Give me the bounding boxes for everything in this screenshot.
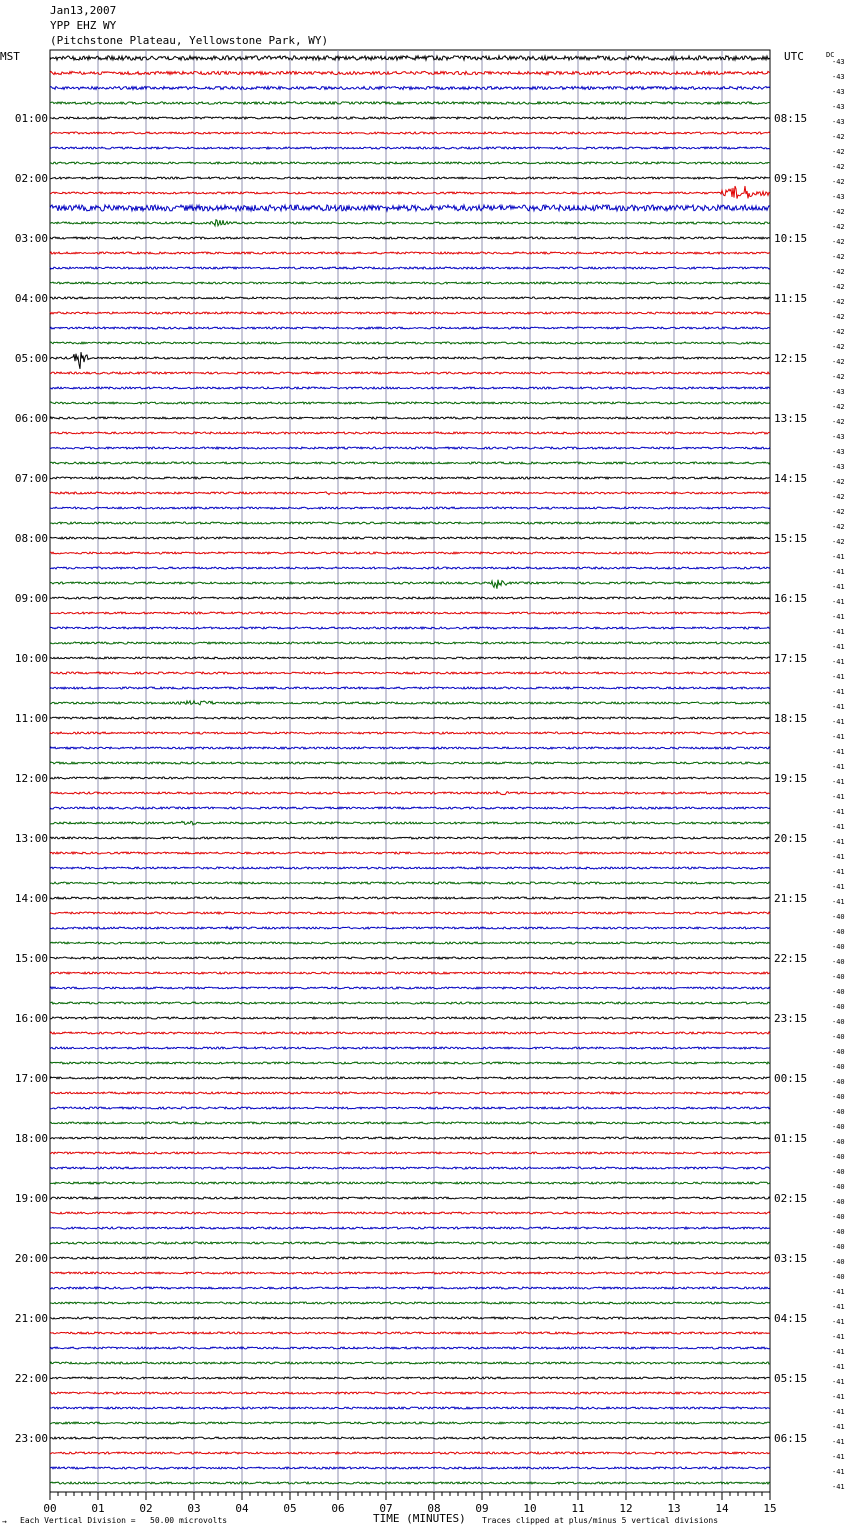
dc-offset-label: -42 [832,373,845,381]
dc-offset-label: -40 [832,1108,845,1116]
dc-offset-label: -41 [832,1468,845,1476]
dc-offset-label: -40 [832,913,845,921]
trace-row [50,821,770,825]
dc-offset-label: -40 [832,1228,845,1236]
right-hour-label: 05:15 [774,1372,808,1385]
dc-offset-label: -41 [832,1393,845,1401]
trace-row [50,927,770,930]
left-hour-label: 18:00 [14,1132,48,1145]
dc-offset-label: -41 [832,1483,845,1491]
dc-offset-label: -40 [832,1033,845,1041]
trace-row [50,1407,770,1409]
dc-offset-label: -41 [832,718,845,726]
right-timezone-label: UTC [784,50,804,63]
x-tick-label: 02 [139,1502,153,1515]
dc-offset-label: -40 [832,1138,845,1146]
trace-row [50,342,770,344]
trace-row [50,352,770,369]
trace-row [50,327,770,329]
right-hour-label: 02:15 [774,1192,808,1205]
label-layer [15,51,845,1515]
dc-offset-label: -41 [832,1318,845,1326]
x-tick-label: 01 [91,1502,105,1515]
trace-row [50,220,770,226]
left-hour-label: 23:00 [14,1432,48,1445]
trace-row [50,642,770,644]
dc-offset-label: -42 [832,403,845,411]
trace-row [50,417,770,419]
dc-offset-label: -43 [832,88,845,96]
trace-row [50,1257,770,1259]
dc-offset-label: -40 [832,1273,845,1281]
footer-mark: → [2,1517,7,1526]
dc-offset-label: -41 [832,598,845,606]
trace-row [50,837,770,839]
left-hour-label: 03:00 [14,232,48,245]
dc-offset-label: -40 [832,1078,845,1086]
trace-row [50,852,770,854]
trace-row [50,657,770,659]
trace-row [50,882,770,884]
dc-offset-label: -41 [832,1408,845,1416]
chart-subtitle: (Pitchstone Plateau, Yellowstone Park, WY) [50,34,329,47]
left-hour-label: 22:00 [14,1372,48,1385]
left-hour-label: 21:00 [14,1312,48,1325]
dc-offset-label: -41 [832,898,845,906]
trace-row [50,807,770,809]
dc-offset-label: -43 [832,463,845,471]
clip-note: Traces clipped at plus/minus 5 vertical divisions [482,1516,719,1525]
dc-offset-label: -40 [832,1048,845,1056]
dc-offset-label: -42 [832,508,845,516]
dc-offset-label: -40 [832,943,845,951]
dc-offset-label: -41 [832,748,845,756]
dc-offset-label: -41 [832,823,845,831]
x-tick-label: 08 [427,1502,441,1515]
dc-offset-label: -40 [832,1213,845,1221]
trace-row [50,205,770,211]
dc-offset-label: -41 [832,793,845,801]
trace-row [50,1482,770,1484]
left-hour-label: 10:00 [14,652,48,665]
trace-row [50,1167,770,1169]
left-hour-label: 05:00 [14,352,48,365]
trace-row [50,1302,770,1304]
trace-row [50,177,770,179]
trace-row [50,1002,770,1004]
right-hour-label: 04:15 [774,1312,808,1325]
trace-row [50,1332,770,1334]
x-tick-label: 03 [187,1502,201,1515]
dc-offset-label: -40 [832,1198,845,1206]
trace-row [50,1452,770,1454]
x-tick-label: 07 [379,1502,393,1515]
trace-row [50,282,770,284]
trace-row [50,597,770,599]
trace-row [50,1182,770,1184]
right-hour-label: 22:15 [774,952,808,965]
dc-offset-label: -42 [832,133,845,141]
trace-row [50,492,770,495]
dc-offset-label: -40 [832,1243,845,1251]
dc-offset-label: -41 [832,1363,845,1371]
left-timezone-label: MST [0,50,20,63]
dc-offset-label: -41 [832,763,845,771]
trace-row [50,252,770,254]
x-tick-label: 04 [235,1502,249,1515]
trace-row [50,312,770,314]
right-hour-label: 10:15 [774,232,808,245]
trace-row [50,687,770,689]
trace-row [50,567,770,569]
trace-row [50,897,770,899]
dc-offset-label: -43 [832,388,845,396]
trace-row [50,672,770,674]
right-hour-label: 11:15 [774,292,808,305]
trace-row [50,477,770,479]
dc-offset-label: -41 [832,1438,845,1446]
right-hour-label: 14:15 [774,472,808,485]
right-hour-label: 03:15 [774,1252,808,1265]
trace-row [50,147,770,149]
left-hour-label: 19:00 [14,1192,48,1205]
dc-label: DC [826,51,835,59]
x-tick-label: 05 [283,1502,297,1515]
dc-offset-label: -42 [832,253,845,261]
dc-offset-label: -41 [832,643,845,651]
trace-row [50,1017,770,1019]
x-tick-label: 11 [571,1502,585,1515]
dc-offset-label: -41 [832,883,845,891]
right-hour-label: 23:15 [774,1012,808,1025]
trace-row [50,267,770,269]
left-hour-label: 04:00 [14,292,48,305]
left-hour-label: 13:00 [14,832,48,845]
dc-offset-label: -42 [832,223,845,231]
trace-row [50,1107,770,1109]
dc-offset-label: -43 [832,118,845,126]
trace-row [50,71,770,74]
right-hour-label: 06:15 [774,1432,808,1445]
left-hour-label: 07:00 [14,472,48,485]
dc-offset-label: -40 [832,928,845,936]
trace-row [50,1197,770,1199]
dc-offset-label: -41 [832,1453,845,1461]
trace-row [50,87,770,90]
dc-offset-label: -41 [832,1378,845,1386]
trace-row [50,1287,770,1289]
dc-offset-label: -41 [832,778,845,786]
x-tick-label: 09 [475,1502,489,1515]
x-tick-label: 15 [763,1502,777,1515]
trace-row [50,987,770,989]
dc-offset-label: -42 [832,343,845,351]
left-hour-label: 17:00 [14,1072,48,1085]
x-tick-label: 10 [523,1502,537,1515]
left-hour-label: 12:00 [14,772,48,785]
dc-offset-label: -41 [832,688,845,696]
trace-row [50,701,770,705]
dc-offset-label: -41 [832,853,845,861]
dc-offset-label: -41 [832,1348,845,1356]
trace-row [50,1272,770,1274]
dc-offset-label: -41 [832,703,845,711]
trace-row [50,237,770,239]
dc-offset-label: -43 [832,103,845,111]
trace-layer [50,56,770,1484]
left-hour-label: 06:00 [14,412,48,425]
x-axis-label: TIME (MINUTES) [373,1512,466,1525]
trace-row [50,1092,770,1094]
dc-offset-label: -42 [832,283,845,291]
dc-offset-label: -42 [832,478,845,486]
trace-row [50,447,770,449]
trace-row [50,580,770,589]
right-hour-label: 20:15 [774,832,808,845]
right-hour-label: 01:15 [774,1132,808,1145]
right-hour-label: 17:15 [774,652,808,665]
dc-offset-label: -40 [832,1258,845,1266]
right-hour-label: 08:15 [774,112,808,125]
trace-row [50,732,770,734]
trace-row [50,522,770,524]
dc-offset-label: -40 [832,973,845,981]
trace-row [50,1392,770,1394]
dc-offset-label: -41 [832,658,845,666]
right-hour-label: 13:15 [774,412,808,425]
dc-offset-label: -41 [832,673,845,681]
dc-offset-label: -40 [832,1018,845,1026]
dc-offset-label: -41 [832,733,845,741]
dc-offset-label: -42 [832,163,845,171]
trace-row [50,1362,770,1364]
dc-offset-label: -42 [832,148,845,156]
dc-offset-label: -41 [832,628,845,636]
dc-offset-label: -40 [832,1093,845,1101]
trace-row [50,972,770,974]
right-hour-label: 00:15 [774,1072,808,1085]
right-hour-label: 12:15 [774,352,808,365]
left-hour-label: 14:00 [14,892,48,905]
trace-row [50,462,770,464]
trace-row [50,132,770,134]
dc-offset-label: -42 [832,178,845,186]
trace-row [50,1137,770,1139]
dc-offset-label: -40 [832,1123,845,1131]
left-hour-label: 08:00 [14,532,48,545]
trace-row [50,777,770,779]
dc-offset-label: -41 [832,1303,845,1311]
dc-offset-label: -43 [832,73,845,81]
x-tick-label: 06 [331,1502,345,1515]
trace-row [50,372,770,374]
dc-offset-label: -43 [832,433,845,441]
trace-row [50,552,770,554]
x-tick-label: 14 [715,1502,729,1515]
trace-row [50,627,770,629]
trace-row [50,717,770,719]
trace-row [50,537,770,539]
dc-offset-label: -42 [832,538,845,546]
dc-offset-label: -42 [832,298,845,306]
right-hour-label: 21:15 [774,892,808,905]
trace-row [50,1047,770,1049]
dc-offset-label: -41 [832,553,845,561]
dc-offset-label: -40 [832,958,845,966]
right-hour-label: 19:15 [774,772,808,785]
trace-row [50,1422,770,1424]
dc-offset-label: -43 [832,193,845,201]
trace-row [50,957,770,959]
trace-row [50,1032,770,1034]
dc-offset-label: -40 [832,1153,845,1161]
dc-offset-label: -41 [832,613,845,621]
dc-offset-label: -41 [832,808,845,816]
dc-offset-label: -40 [832,1168,845,1176]
trace-row [50,942,770,944]
dc-offset-label: -41 [832,868,845,876]
dc-offset-label: -41 [832,1333,845,1341]
dc-offset-label: -40 [832,1063,845,1071]
right-hour-label: 16:15 [774,592,808,605]
trace-row [50,791,770,794]
trace-row [50,162,770,164]
dc-offset-label: -41 [832,568,845,576]
dc-offset-label: -41 [832,838,845,846]
trace-row [50,387,770,389]
left-hour-label: 15:00 [14,952,48,965]
trace-row [50,912,770,914]
trace-row [50,102,770,104]
left-hour-label: 02:00 [14,172,48,185]
trace-row [50,1347,770,1349]
dc-offset-label: -42 [832,523,845,531]
left-hour-label: 09:00 [14,592,48,605]
trace-row [50,1062,770,1064]
trace-row [50,1122,770,1124]
dc-offset-label: -42 [832,418,845,426]
right-hour-label: 18:15 [774,712,808,725]
dc-offset-label: -41 [832,1288,845,1296]
trace-row [50,1437,770,1439]
x-tick-label: 13 [667,1502,681,1515]
right-hour-label: 15:15 [774,532,808,545]
dc-offset-label: -42 [832,358,845,366]
left-hour-label: 11:00 [14,712,48,725]
dc-offset-label: -40 [832,1183,845,1191]
dc-offset-label: -41 [832,583,845,591]
right-hour-label: 09:15 [774,172,808,185]
trace-row [50,1467,770,1469]
dc-offset-label: -43 [832,58,845,66]
chart-title: YPP EHZ WY [50,19,117,32]
dc-offset-label: -42 [832,493,845,501]
trace-row [50,1152,770,1154]
left-hour-label: 16:00 [14,1012,48,1025]
dc-offset-label: -40 [832,1003,845,1011]
trace-row [50,612,770,614]
dc-offset-label: -42 [832,313,845,321]
trace-row [50,867,770,869]
dc-offset-label: -43 [832,448,845,456]
dc-offset-label: -42 [832,208,845,216]
left-hour-label: 20:00 [14,1252,48,1265]
trace-row [50,1212,770,1214]
trace-row [50,1077,770,1079]
x-tick-label: 12 [619,1502,633,1515]
trace-row [50,747,770,749]
trace-row [50,117,770,119]
trace-row [50,507,770,509]
trace-row [50,432,770,434]
trace-row [50,297,770,299]
trace-row [50,1317,770,1319]
scale-note: Each Vertical Division = 50.00 microvolts [20,1516,228,1525]
trace-row [50,1227,770,1229]
trace-row [50,186,770,199]
dc-offset-label: -42 [832,328,845,336]
trace-row [50,402,770,404]
chart-date: Jan13,2007 [50,4,117,17]
trace-row [50,762,770,764]
trace-row [50,1242,770,1244]
trace-row [50,56,770,60]
trace-row [50,1377,770,1379]
x-tick-label: 00 [43,1502,57,1515]
dc-offset-label: -42 [832,268,845,276]
left-hour-label: 01:00 [14,112,48,125]
dc-offset-label: -42 [832,238,845,246]
dc-offset-label: -41 [832,1423,845,1431]
dc-offset-label: -40 [832,988,845,996]
